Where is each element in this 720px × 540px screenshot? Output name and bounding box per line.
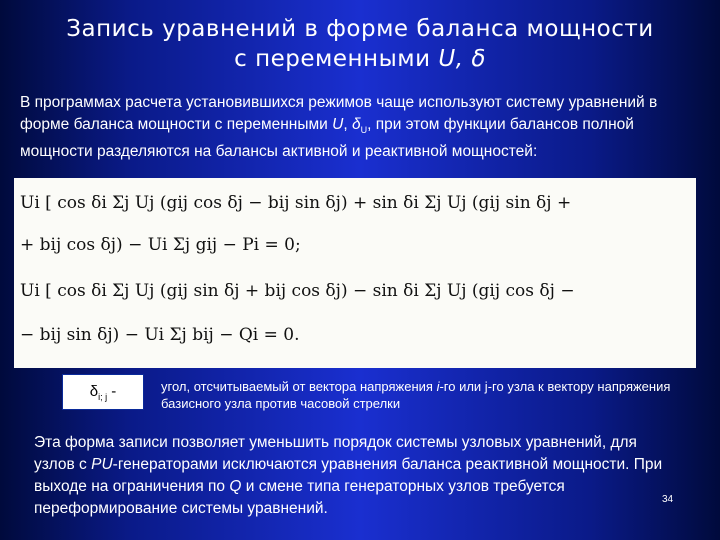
outro-text-3: и смене типа генераторных узлов требуется переформирование системы уравнений.	[34, 478, 565, 517]
delta-definition-2: -го или j-го узла к вектору напряжения базисного узла против часовой стрелки	[161, 379, 671, 411]
delta-symbol-dash: -	[107, 383, 117, 400]
delta-definition-var: i	[436, 379, 440, 394]
slide-title-line-2	[0, 44, 720, 74]
intro-var-delta-sub: U	[360, 125, 368, 136]
slide-title-variables: U, δ	[438, 46, 486, 72]
outro-var-pu: PU	[91, 456, 113, 473]
delta-definition	[161, 378, 681, 412]
intro-comma: ,	[343, 116, 352, 133]
equation-line-1: Ui [ cos δi Σj Uj (gij cos δj − bij sin δj) + sin δi Σj Uj (gij sin δj +	[20, 193, 572, 213]
delta-definition-1: угол, отсчитываемый от вектора напряжения	[161, 379, 437, 394]
page-number: 34	[662, 494, 674, 505]
outro-text-2: -генераторами исключаются уравнения баланса реактивной мощности. При выходе на ограничения по	[34, 456, 663, 495]
delta-symbol: δ	[89, 383, 99, 400]
slide-title-line-1: Запись уравнений в форме баланса мощности	[66, 16, 654, 42]
intro-var-delta: δ	[351, 116, 361, 133]
outro-paragraph	[34, 432, 674, 520]
delta-symbol-box	[62, 374, 144, 410]
equations-svg	[14, 178, 696, 368]
delta-symbol-sub: i; j	[98, 392, 108, 402]
intro-var-u: U	[332, 116, 344, 133]
outro-text-1: Эта форма записи позволяет уменьшить порядок системы узловых уравнений, для узлов с	[34, 434, 637, 473]
slide-title-prefix: с переменными	[234, 46, 439, 72]
intro-text-2: , при этом функции балансов полной мощности разделяются на балансы активной и реактивной мощностей:	[20, 116, 634, 161]
intro-paragraph	[20, 92, 710, 163]
equation-line-2: + bij cos δj) − Ui Σj gij − Pi = 0;	[20, 235, 301, 255]
intro-text-1: В программах расчета установившихся режимов чаще используют систему уравнений в форме баланса мощности с переменными	[20, 94, 658, 133]
equations-image	[14, 178, 696, 368]
outro-var-q: Q	[229, 478, 242, 495]
equation-line-4: − bij sin δj) − Ui Σj bij − Qi = 0.	[20, 325, 300, 345]
slide-title	[0, 14, 720, 74]
equation-line-3: Ui [ cos δi Σj Uj (gij sin δj + bij cos δj) − sin δi Σj Uj (gij cos δj −	[20, 281, 575, 301]
